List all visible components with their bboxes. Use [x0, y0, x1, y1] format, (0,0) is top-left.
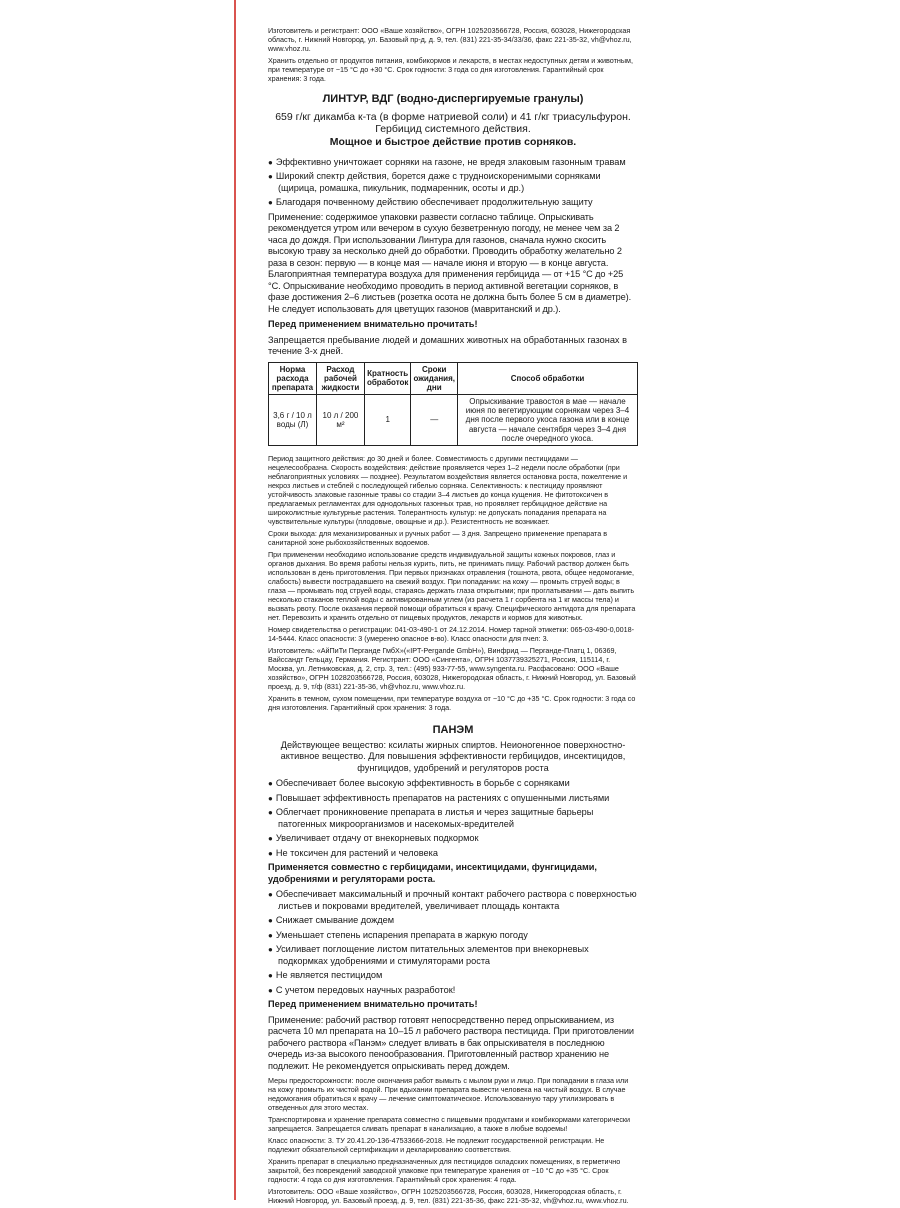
table-header: Сроки ожидания, дни [411, 362, 458, 395]
table-header: Расход рабочей жидкости [316, 362, 364, 395]
panem-bullet: ● Уменьшает степень испарения препарата в жаркую погоду [268, 930, 638, 942]
red-margin-line [234, 0, 236, 1200]
top-storage: Хранить отдельно от продуктов питания, комбикормов и лекарств, в местах недоступных детям и животным, при температуре от −15 °С до +30 °С. Срок годности: 3 года со дня изготовления. Гарантийный срок хранения: 3 года. [268, 56, 633, 83]
panem-bullet: ● Повышает эффективность препаратов на растениях с опушенными листьями [268, 793, 638, 805]
panem-bullet: ● Не токсичен для растений и человека [268, 848, 638, 860]
lintur-storage: Хранить в темном, сухом помещении, при температуре воздуха от −10 °С до +35 °С. Срок годности: 3 года со дня изготовления. Гарантийный срок хранения: 3 года. [268, 694, 636, 713]
panem-storage: Хранить препарат в специально предназначенных для пестицидов складских помещениях, в герметично закрытой, без повреждений заводской упаковке при температуре хранения от −10 °С до +35 °С. Срок годности: 4 года со дня изготовления. Гарантийный срок хранения: 4 года. [268, 1157, 621, 1185]
panem-bullet: ● С учетом передовых научных разработок! [268, 985, 638, 997]
lintur-bullet: ● Благодаря почвенному действию обеспечивает продолжительную защиту [268, 197, 638, 209]
lintur-application: Применение: содержимое упаковки развести согласно таблице. Опрыскивать рекомендуется утром или вечером в сухую безветренную погоду, не менее чем за 2 часа до дождя. При использовании Линтура для газонов, сначала нужно скосить высокую траву за несколько дней до обработки. Проводить обработку желательно 2 раза в сезон: первую — в конце мая — начале июня и вторую — в конце августа. Благоприятная температура воздуха для применения гербицида — от +15 °С до +25 °С. Опрыскивание необходимо проводить в период активной вегетации сорняков, в фазе достижения 2–6 листьев (розетка осота не должна быть более 5 см в диаметре). Не следует использовать для цветущих газонов (мавританский и др.). [268, 211, 632, 314]
lintur-bullet: ● Эффективно уничтожает сорняки на газоне, не вредя злаковым газонным травам [268, 157, 638, 169]
panem-title: ПАНЭМ [432, 724, 474, 737]
lintur-title: ЛИНТУР, ВДГ (водно-диспергируемые гранулы) [322, 93, 584, 105]
top-maker: Изготовитель и регистрант: ООО «Ваше хозяйство», ОГРН 1025203566728, Россия, 603028, Нижегородская область, г. Нижний Новгород, ул. Базовый пр-д, д. 9, тел. (831) 221-35-34/33/36, факс 221-35-32, vh@vhoz.ru, www.vhoz.ru. [268, 26, 632, 53]
lintur-warning-text: Запрещается пребывание людей и домашних животных на обработанных газонах в течение 3-х дней. [268, 334, 627, 357]
panem-application: Применение: рабочий раствор готовят непосредственно перед опрыскиванием, из расчета 10 мл препарата на 10–15 л рабочего раствора пестицида. При приготовлении рабочего раствора «Панэм» следует вливать в бак опрыскивателя в последнюю очередь из-за высокого пенообразования. Приготовленный раствор хранению не подлежит. Не рекомендуется опрыскивать перед дождем. [268, 1014, 634, 1071]
panem-combined: Применяется совместно с гербицидами, инсектицидами, фунгицидами, удобрениями и регуляторами роста. [268, 862, 597, 884]
table-header: Способ обработки [457, 362, 637, 395]
panem-class: Класс опасности: 3. ТУ 20.41.20-136-47533666-2018. Не подлежит государственной регистрации. Не подлежит обязательной сертификации и декларированию соответствия. [268, 1136, 605, 1155]
lintur-maker: Изготовитель: «АйПиТи Перганде ГмбХ»(«IPT-Pergande GmbH»), Винфрид — Перганде-Платц 1, 06369, Вайссандт Гельцау, Германия. Регистрант: ООО «Сингента», ОГРН 1037739325271, Россия, 115114, г. Москва, ул. Летниковская, д. 2, стр. 3, тел.: (495) 933-77-55, www.syngenta.ru. Расфасовано: ООО «Ваше хозяйство», ОГРН 1028203566728, Россия, 603028, Нижегородская область, г. Нижний Новгород, ул. Базовый проезд, д. 9, т/ф (831) 221-35-36, vh@vhoz.ru, www.vhoz.ru. [268, 646, 636, 692]
table-row [269, 395, 638, 446]
lintur-exit: Сроки выхода: для механизированных и ручных работ — 3 дня. Запрещено применение препарата в санитарной зоне рыбохозяйственных водоемов. [268, 529, 608, 548]
lintur-slogan: Мощное и быстрое действие против сорняков. [329, 135, 577, 148]
lintur-registration: Номер свидетельства о регистрации: 041-03-490-1 от 24.12.2014. Номер тарной этикетки: 065-03-490-0,0018-14-5444. Класс опасности: 3 (умеренно опасное в-во). Класс опасности для пчел: 3. [268, 625, 635, 644]
panem-bullet: ● Облегчает проникновение препарата в листья и через защитные барьеры патогенных микроорганизмов и насекомых-вредителей [268, 807, 638, 830]
table-cell: Опрыскивание травостоя в мае — начале июня по вегетирующим сорнякам через 3–4 дня после первого укоса газона или в конце августа — начале сентября через 3–4 дня после очередного укоса. [457, 395, 637, 446]
table-header: Норма расхода препарата [269, 362, 317, 395]
panem-transport: Транспортировка и хранение препарата совместно с пищевыми продуктами и комбикормами категорически запрещается. Запрещается сливать препарат в канализацию, а также в любые водоемы! [268, 1115, 631, 1134]
table-cell: — [411, 395, 458, 446]
panem-precautions: Меры предосторожности: после окончания работ вымыть с мылом руки и лицо. При попадании в глаза или на кожу промыть их чистой водой. При вдыхании препарата вывести человека на чистый воздух. В случае недомогания обратиться к врачу — лечение симптоматическое. Использованную тару утилизировать в отведенных для этого местах. [268, 1076, 629, 1113]
panem-bullet: ● Обеспечивает более высокую эффективность в борьбе с сорняками [268, 778, 638, 790]
panem-maker: Изготовитель: ООО «Ваше хозяйство», ОГРН 1025203566728, Россия, 603028, Нижегородская область, г. Нижний Новгород, ул. Базовый проезд, д. 9, тел. (831) 221-35-36, факс 221-35-32, vh@vhoz.ru, www.vhoz.ru. [268, 1187, 629, 1206]
lintur-bullet: ● Широкий спектр действия, борется даже с трудноискоренимыми сорняками (щирица, ромашка, пикульник, подмаренник, осоты и др.) [268, 171, 638, 194]
table-header: Кратность обработок [364, 362, 411, 395]
panem-bullet: ● Увеличивает отдачу от внекорневых подкормок [268, 833, 638, 845]
table-cell: 3,6 г / 10 л воды (Л) [269, 395, 317, 446]
lintur-composition: 659 г/кг дикамба к-та (в форме натриевой соли) и 41 г/кг триасульфурон. Гербицид системного действия. [275, 110, 631, 136]
label-document [268, 26, 638, 1208]
table-cell: 10 л / 200 м² [316, 395, 364, 446]
panem-warning-head: Перед применением внимательно прочитать! [268, 999, 478, 1010]
panem-bullet: ● Снижает смывание дождем [268, 915, 638, 927]
lintur-composition-block [268, 111, 638, 149]
dosage-table [268, 362, 638, 447]
panem-active: Действующее вещество: ксилаты жирных спиртов. Неионогенное поверхностно-активное вещество. Для повышения эффективности гербицидов, инсектицидов, фунгицидов, удобрений и регуляторов роста [280, 739, 626, 773]
table-header-row [269, 362, 638, 395]
panem-bullet: ● Не является пестицидом [268, 970, 638, 982]
panem-bullet: ● Обеспечивает максимальный и прочный контакт рабочего раствора с поверхностью листьев и покровами вредителей, увеличивает площадь контакта [268, 889, 638, 912]
table-cell: 1 [364, 395, 411, 446]
lintur-safety: При применении необходимо использование средств индивидуальной защиты кожных покровов, глаз и органов дыхания. Во время работы нельзя курить, пить, не принимать пищу. Рабочий раствор должен быть использован в день приготовления. При первых признаках отравления (тошнота, рвота, общее недомогание, слабость) вывести пострадавшего на свежий воздух. При попадании: на кожу — промыть струей воды; в глаза — промывать под струей воды, стараясь держать глаза открытыми; при проглатывании — дать выпить несколько стаканов теплой воды с активированным углем (из расчета 1 г сорбента на 1 кг массы тела) и вызвать рвоту. После оказания первой помощи обратиться к врачу. Специфического антидота для препарата нет. Перевозить и хранить отдельно от пищевых продуктов, лекарств и кормов для животных. [268, 550, 636, 623]
panem-bullet: ● Усиливает поглощение листом питательных элементов при внекорневых подкормках удобрениями и стимуляторами роста [268, 944, 638, 967]
lintur-warning-head: Перед применением внимательно прочитать! [268, 319, 478, 330]
lintur-period: Период защитного действия: до 30 дней и более. Совместимость с другими пестицидами — нецелесообразна. Скорость воздействия: действие проявляется через 1–2 недели после обработки (при неблагоприятных условиях — позднее). Результатом воздействия является остановка роста, пожелтение и некроз листьев и стеблей с последующей гибелью сорняка. Селективность: к пестициду проявляют устойчивость злаковые газонные травы со стадии 3–4 листьев до конца кущения. Не фитотоксичен в предлагаемых регламентах для однодольных газонных трав, но проявляет гербицидное действие на широколистные культурные растения. Толерантность культур: не допускать попадания препарата на чувствительные культуры (плодовые, овощные и др.). Резистентность не возникает. [268, 454, 628, 527]
